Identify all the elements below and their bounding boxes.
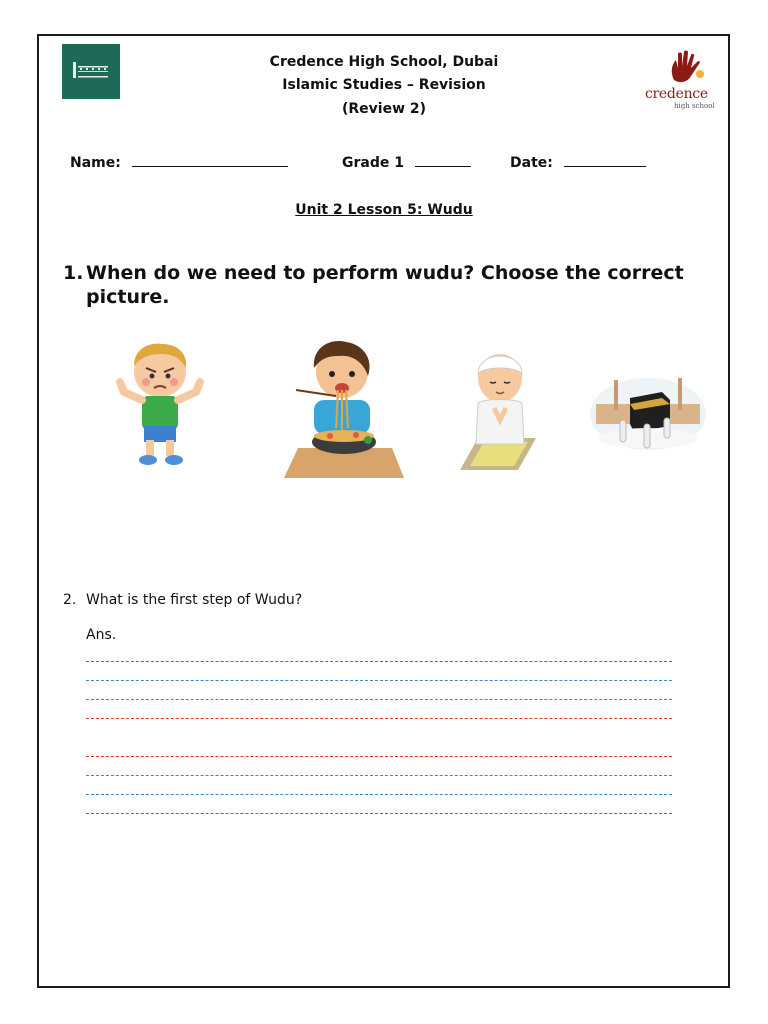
date-label: Date:	[510, 155, 553, 171]
school-name: Credence High School, Dubai	[269, 54, 499, 70]
name-field[interactable]	[70, 152, 288, 171]
review-title: (Review 2)	[341, 101, 427, 117]
grade-field	[342, 152, 471, 171]
question-2-text: What is the first step of Wudu?	[86, 592, 303, 608]
lesson-title: Unit 2 Lesson 5: Wudu	[295, 202, 473, 218]
kaaba-pilgrims-image[interactable]	[590, 370, 706, 454]
writing-line[interactable]	[86, 661, 672, 662]
writing-line[interactable]	[86, 756, 672, 757]
writing-line[interactable]	[86, 813, 672, 814]
logo-subtitle-text: high school	[674, 102, 715, 110]
question-2-number: 2.	[63, 592, 77, 608]
name-label: Name:	[70, 155, 121, 171]
writing-line[interactable]	[86, 794, 672, 795]
writing-line[interactable]	[86, 775, 672, 776]
page-border	[37, 34, 730, 988]
grade-blank[interactable]	[415, 152, 471, 167]
name-blank[interactable]	[132, 152, 288, 167]
boy-eating-noodles-image[interactable]	[282, 338, 406, 480]
writing-line[interactable]	[86, 718, 672, 719]
grade-label: Grade 1	[342, 155, 404, 171]
boy-praying-on-mat-image[interactable]	[458, 346, 540, 472]
date-blank[interactable]	[564, 152, 646, 167]
logo-brand-text: credence	[645, 86, 708, 102]
answer-label: Ans.	[86, 627, 117, 643]
subject-title: Islamic Studies – Revision	[282, 77, 486, 93]
angry-boy-image[interactable]	[108, 340, 216, 480]
question-1-text: When do we need to perform wudu? Choose the correct picture.	[86, 262, 684, 308]
writing-line[interactable]	[86, 699, 672, 700]
date-field[interactable]	[510, 152, 646, 171]
writing-line[interactable]	[86, 680, 672, 681]
question-1-number: 1.	[63, 262, 84, 284]
